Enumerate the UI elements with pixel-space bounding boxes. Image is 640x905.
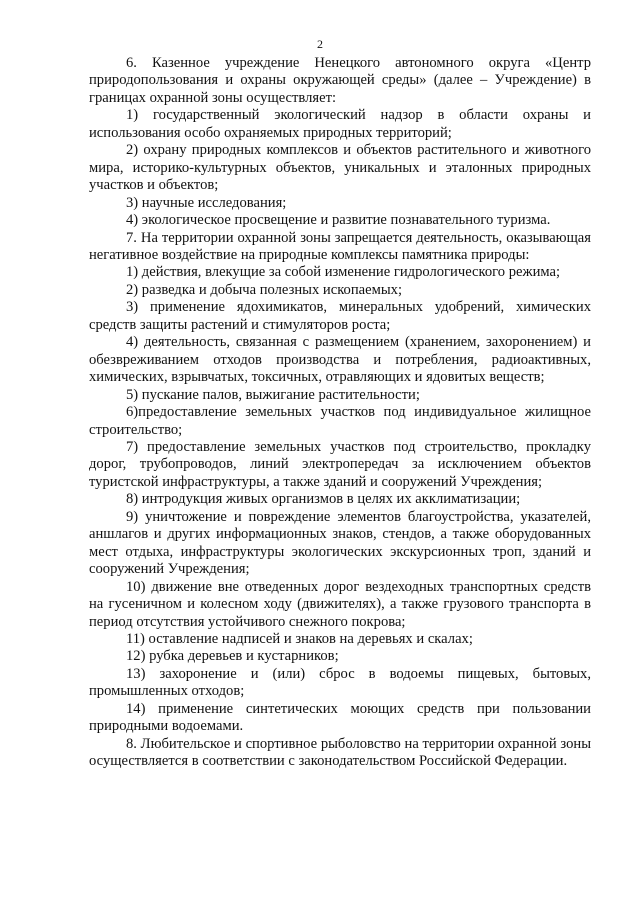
page-number: 2 xyxy=(317,37,323,51)
list-item-6-3: 3) научные исследования; xyxy=(126,194,287,211)
list-item-7-3: 3) применение ядохимикатов, минеральных удобрений, химических средств защиты растений и стимуляторов роста; xyxy=(89,299,591,333)
document-body xyxy=(89,55,591,771)
list-item-7-2: 2) разведка и добыча полезных ископаемых; xyxy=(126,281,402,298)
list-item-7-6: 6)предоставление земельных участков под индивидуальное жилищное строительство; xyxy=(89,404,591,438)
list-item-7-11: 11) оставление надписей и знаков на деревьях и скалах; xyxy=(126,630,473,647)
list-item-6-2: 2) охрану природных комплексов и объектов растительного и животного мира, историко-культурных объектов, уникальных и эталонных природных участков и объектов; xyxy=(89,142,591,194)
paragraph-clause-8: 8. Любительское и спортивное рыболовство на территории охранной зоны осуществляется в соответствии с законодательством Российской Федерации. xyxy=(89,735,591,770)
list-item-7-1: 1) действия, влекущие за собой изменение гидрологического режима; xyxy=(126,264,561,281)
paragraph-clause-7: 7. На территории охранной зоны запрещается деятельность, оказывающая негативное воздействие на природные комплексы памятника природы: xyxy=(89,229,591,263)
list-item-7-4: 4) деятельность, связанная с размещением (хранением, захоронением) и обезвреживанием отходов производства и потребления, радиоактивных, химических, взрывчатых, токсичных, отравляющих и ядовитых веществ; xyxy=(89,334,591,386)
list-item-7-7: 7) предоставление земельных участков под строительство, прокладку дорог, трубопроводов, линий электропередач за исключением объектов туристской инфраструктуры, а также зданий и сооружений Учреждения; xyxy=(89,438,591,490)
paragraph-clause-6: 6. Казенное учреждение Ненецкого автономного округа «Центр природопользования и охраны окружающей среды» (далее – Учреждение) в границах охранной зоны осуществляет: xyxy=(89,55,591,106)
list-item-6-4: 4) экологическое просвещение и развитие познавательного туризма. xyxy=(126,212,551,229)
list-item-7-13: 13) захоронение и (или) сброс в водоемы пищевых, бытовых, промышленных отходов; xyxy=(89,665,591,700)
list-item-7-14: 14) применение синтетических моющих средств при пользовании природными водоемами. xyxy=(89,700,591,735)
list-item-7-10: 10) движение вне отведенных дорог вездеходных транспортных средств на гусеничном и колесном ходу (движителях), а также грузового транспорта в период отсутствия устойчивого снежного покрова; xyxy=(89,578,591,630)
list-item-7-9: 9) уничтожение и повреждение элементов благоустройства, указателей, аншлагов и других информационных знаков, стендов, а также оборудованных мест отдыха, инфраструктуры экологических экскурсионных троп, зданий и сооружений Учреждения; xyxy=(89,508,591,578)
list-item-7-12: 12) рубка деревьев и кустарников; xyxy=(126,648,339,665)
list-item-6-1: 1) государственный экологический надзор в области охраны и использования особо охраняемых природных территорий; xyxy=(89,107,591,141)
list-item-7-8: 8) интродукция живых организмов в целях их акклиматизации; xyxy=(126,491,521,508)
list-item-7-5: 5) пускание палов, выжигание растительности; xyxy=(126,386,420,403)
